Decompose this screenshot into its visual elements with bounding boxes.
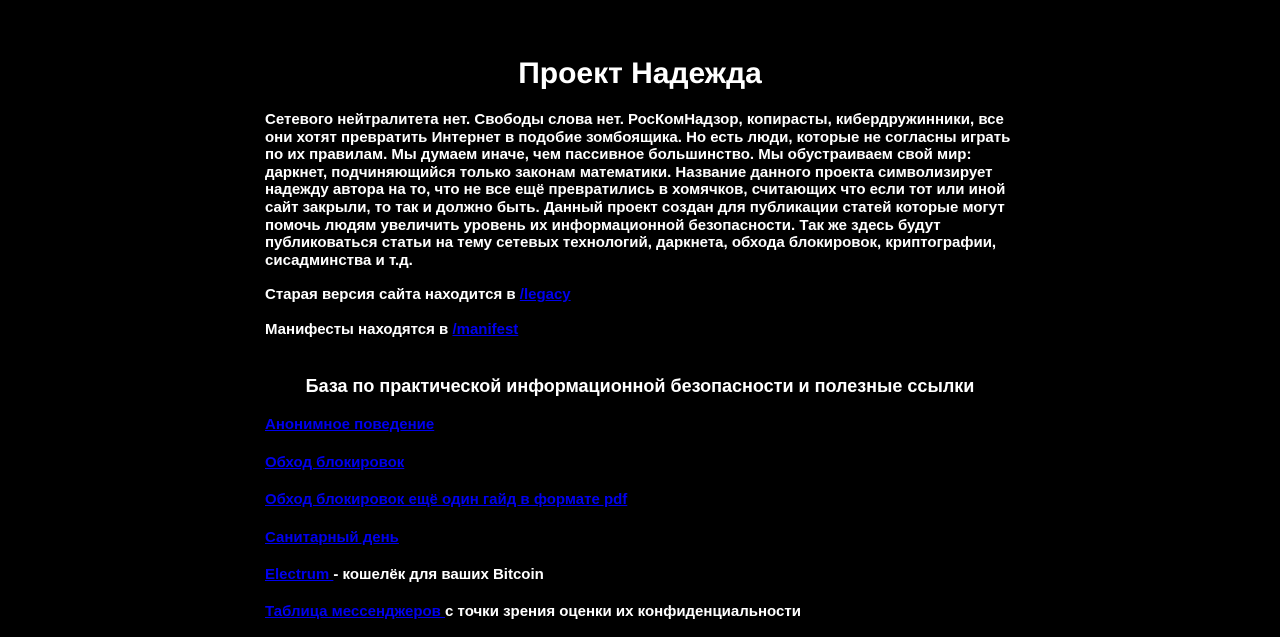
page-title: Проект Надежда <box>518 57 762 90</box>
link-electrum[interactable]: Electrum <box>265 566 334 583</box>
legacy-text: Старая версия сайта находится в <box>265 286 520 303</box>
link-sanitary-day[interactable]: Санитарный день <box>265 529 399 546</box>
legacy-line <box>265 286 571 304</box>
link-messenger-table[interactable]: Таблица мессенджеров <box>265 603 446 620</box>
list-item-suffix: - кошелёк для ваших Bitcoin <box>333 566 544 583</box>
manifest-link[interactable]: /manifest <box>452 321 519 338</box>
intro-paragraph: Сетевого нейтралитета нет. Свободы слова нет. РосКомНадзор, копирасты, кибердружинники, все они хотят превратить Интернет в подобие зомбоящика. Но есть люди, которые не согласны играть по их правилам. Мы думаем иначе, чем пассивное большинство. Мы обустраиваем свой мир: даркнет, подчиняющийся только законам математики. Название данного проекта символизирует надежду автора на то, что не все ещё превратились в хомячков, считающих что если тот или иной сайт закрыли, то так и должно быть. Данный проект создан для публикации статей которые могут помочь людям увеличить уровень их информационной безопасности. Так же здесь будут публиковаться статьи на тему сетевых технологий, даркнета, обхода блокировок, криптографии, сисадминства и т.д. <box>265 111 1011 269</box>
list-item <box>265 491 627 509</box>
legacy-link[interactable]: /legacy <box>519 286 571 303</box>
list-item <box>265 454 404 472</box>
list-item <box>265 416 434 434</box>
list-item <box>265 566 544 584</box>
list-item-suffix: с точки зрения оценки их конфиденциальности <box>445 603 801 620</box>
link-bypass-blocks-pdf[interactable]: Обход блокировок ещё один гайд в формате pdf <box>265 491 628 508</box>
manifest-text: Манифесты находятся в <box>265 321 453 338</box>
manifest-line <box>265 321 518 339</box>
link-bypass-blocks[interactable]: Обход блокировок <box>265 454 405 471</box>
list-item <box>265 603 801 621</box>
list-item <box>265 529 399 547</box>
section-title: База по практической информационной безопасности и полезные ссылки <box>305 376 975 396</box>
link-anonymous-behavior[interactable]: Анонимное поведение <box>265 416 435 433</box>
